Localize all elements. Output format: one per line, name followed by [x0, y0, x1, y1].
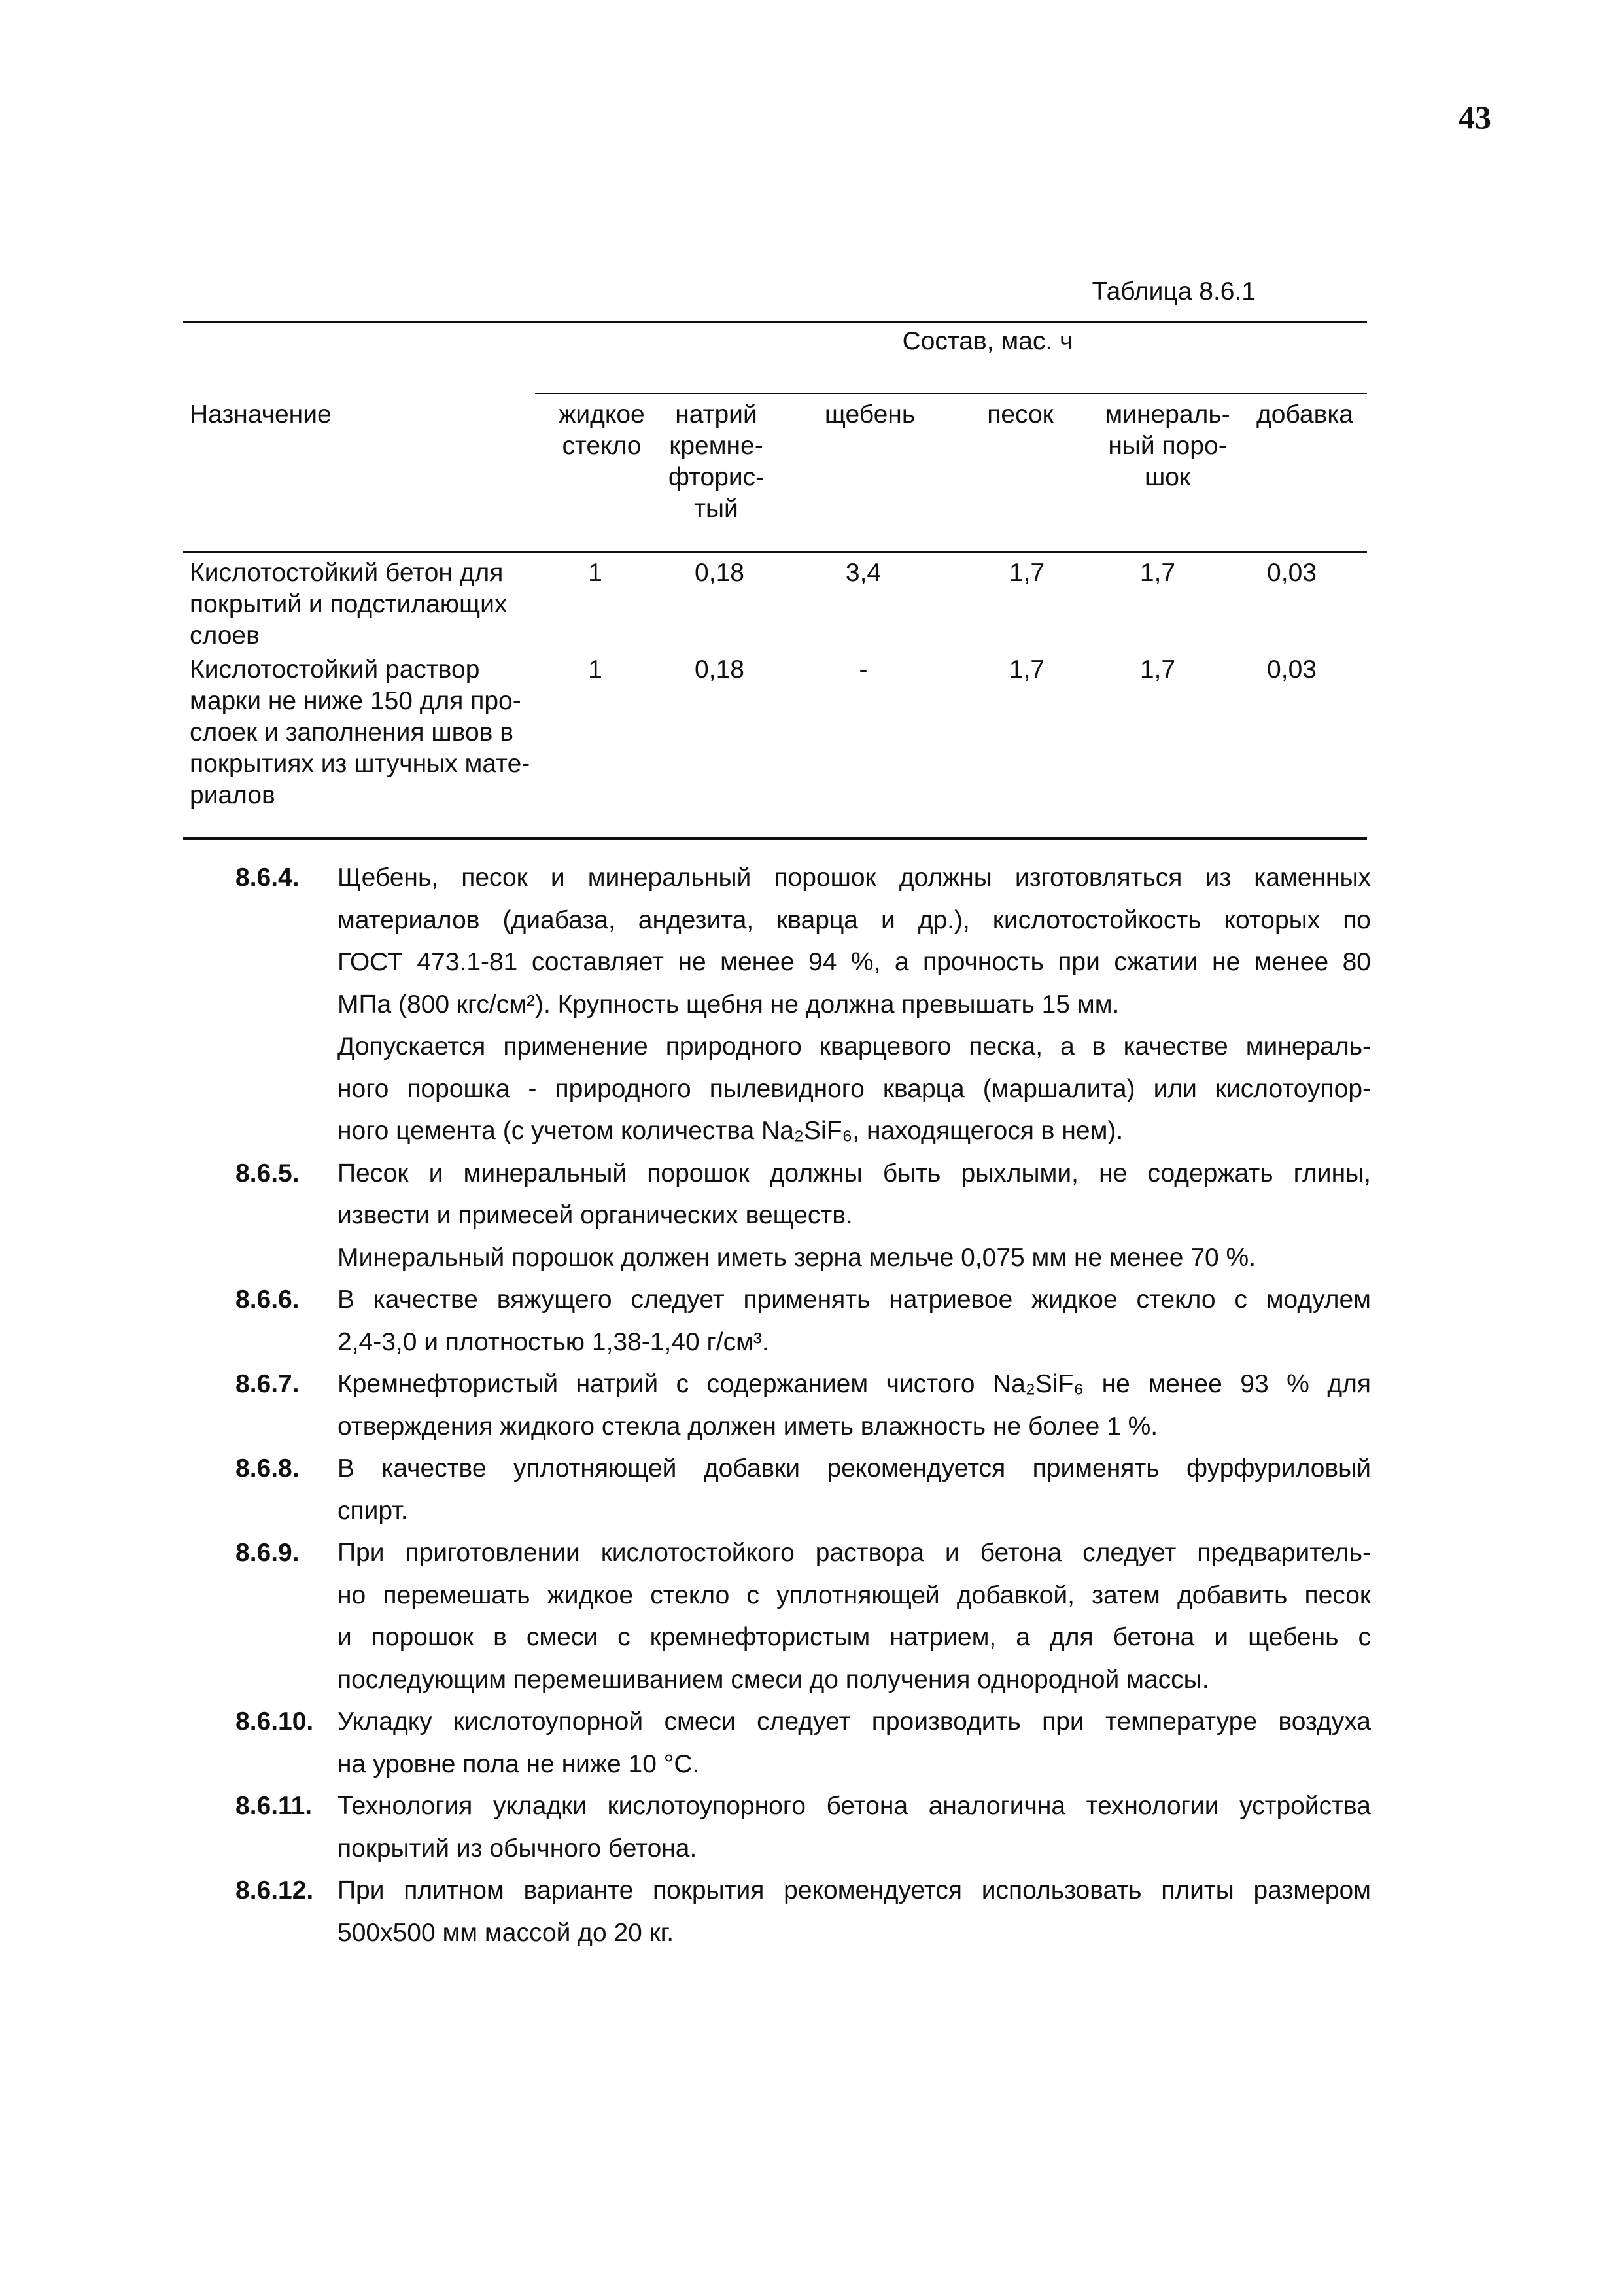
- row-label-line: покрытиях из штучных мате-: [190, 750, 530, 778]
- table-cell: -: [859, 656, 868, 684]
- table-cell: 1,7: [1139, 559, 1176, 587]
- table-cell: 1,7: [1009, 656, 1045, 684]
- paragraph-line: извести и примесей органических веществ.: [337, 1201, 853, 1229]
- paragraph-number: 8.6.5.: [235, 1159, 300, 1187]
- paragraph-line: ГОСТ 473.1-81 составляет не менее 94 %, а прочность при сжатии не менее 80: [337, 948, 1371, 976]
- col-header-mineral-powder: [1099, 399, 1236, 493]
- table-cell: 3,4: [845, 559, 882, 587]
- paragraph-number: 8.6.8.: [235, 1454, 300, 1482]
- table-cell: 0,03: [1267, 559, 1317, 587]
- paragraph-line: В качестве вяжущего следует применять натриевое жидкое стекло с модулем: [337, 1286, 1371, 1314]
- table-cell: 0,18: [695, 656, 744, 684]
- row-label-line: риалов: [190, 781, 275, 809]
- paragraph-number: 8.6.11.: [235, 1792, 313, 1820]
- col-header-line: натрий: [675, 400, 757, 429]
- paragraph-line: МПа (800 кгс/см²). Крупность щебня не должна превышать 15 мм.: [337, 990, 1120, 1019]
- col-header-line: кремне-: [669, 432, 763, 460]
- table-group-header: Состав, мас. ч: [902, 327, 1073, 355]
- paragraph-line: Кремнефтористый натрий с содержанием чистого Na₂SiF₆ не менее 93 % для: [337, 1370, 1371, 1398]
- paragraph-line: но перемешать жидкое стекло с уплотняющей добавкой, затем добавить песок: [337, 1581, 1371, 1609]
- row-label-line: Кислотостойкий раствор: [190, 656, 480, 684]
- col-header-additive: [1243, 399, 1367, 430]
- table-cell: 0,03: [1267, 656, 1317, 684]
- table-cell: 0,18: [695, 559, 744, 587]
- table-row-label: [190, 654, 543, 811]
- col-header-line: ный поро-: [1108, 432, 1227, 460]
- paragraph-line: последующим перемешиванием смеси до получения однородной массы.: [337, 1665, 1209, 1694]
- row-label-line: марки не ниже 150 для про-: [190, 687, 521, 715]
- col-header-line: стекло: [562, 432, 642, 460]
- paragraph-line: на уровне пола не ниже 10 °С.: [337, 1749, 700, 1778]
- table-row-label: [190, 557, 543, 652]
- table-bottom-rule: [183, 837, 1367, 840]
- paragraph-line: 500х500 мм массой до 20 кг.: [337, 1918, 674, 1947]
- table-caption: Таблица 8.6.1: [1092, 277, 1256, 306]
- paragraph-number: 8.6.10.: [235, 1708, 314, 1736]
- paragraph-line: Технология укладки кислотоупорного бетона аналогична технологии устройства: [337, 1792, 1371, 1820]
- paragraph-line: отверждения жидкого стекла должен иметь влажность не более 1 %.: [337, 1412, 1158, 1441]
- paragraph-number: 8.6.6.: [235, 1286, 300, 1314]
- col-header-line: тый: [694, 495, 738, 523]
- col-header-liquid-glass: [543, 399, 661, 462]
- paragraph-number: 8.6.12.: [235, 1876, 314, 1904]
- col-header-line: щебень: [824, 400, 916, 429]
- table-header-bottom-rule: [183, 551, 1367, 553]
- col-header-sand: [968, 399, 1073, 430]
- paragraph-line: ного порошка - природного пылевидного кварца (маршалита) или кислотоупор-: [337, 1074, 1371, 1103]
- paragraph-line: и порошок в смеси с кремнефтористым натрием, а для бетона и щебень с: [337, 1623, 1371, 1651]
- paragraph-line: спирт.: [337, 1496, 408, 1525]
- page-number: 43: [1459, 99, 1491, 135]
- col-header-line: добавка: [1256, 400, 1353, 429]
- table-top-rule: [183, 321, 1367, 323]
- table-purpose-header: Назначение: [190, 400, 332, 429]
- paragraph-line: Укладку кислотоупорной смеси следует производить при температуре воздуха: [337, 1708, 1371, 1736]
- table-cell: 1,7: [1139, 656, 1176, 684]
- paragraph-line: В качестве уплотняющей добавки рекомендуется применять фурфуриловый: [337, 1454, 1371, 1482]
- col-header-line: минераль-: [1105, 400, 1230, 429]
- paragraph-line: Щебень, песок и минеральный порошок должны изготовляться из каменных: [337, 864, 1371, 892]
- col-header-line: жидкое: [559, 400, 645, 429]
- table-cell: 1: [588, 656, 602, 684]
- paragraph-line: 2,4-3,0 и плотностью 1,38-1,40 г/см³.: [337, 1327, 769, 1356]
- col-header-line: песок: [987, 400, 1054, 429]
- table-cell: 1: [588, 559, 602, 587]
- paragraph-number: 8.6.4.: [235, 864, 300, 892]
- row-label-line: Кислотостойкий бетон для: [190, 559, 504, 587]
- col-header-crushed-stone: [811, 399, 929, 430]
- paragraph-line: Допускается применение природного кварцевого песка, а в качестве минераль-: [337, 1032, 1371, 1060]
- table-group-rule: [535, 393, 1367, 394]
- paragraph-line: покрытий из обычного бетона.: [337, 1834, 697, 1863]
- paragraph-number: 8.6.9.: [235, 1539, 300, 1567]
- row-label-line: слоек и заполнения швов в: [190, 718, 513, 746]
- paragraph-number: 8.6.7.: [235, 1370, 300, 1398]
- paragraph-line: При плитном варианте покрытия рекомендуется использовать плиты размером: [337, 1876, 1371, 1904]
- paragraph-line: Минеральный порошок должен иметь зерна мельче 0,075 мм не менее 70 %.: [337, 1243, 1256, 1272]
- row-label-line: слоев: [190, 622, 260, 650]
- paragraph-line: Песок и минеральный порошок должны быть рыхлыми, не содержать глины,: [337, 1159, 1371, 1187]
- paragraph-line: материалов (диабаза, андезита, кварца и др.), кислотостойкость которых по: [337, 905, 1371, 934]
- paragraph-line: При приготовлении кислотостойкого раствора и бетона следует предваритель-: [337, 1539, 1371, 1567]
- table-cell: 1,7: [1009, 559, 1045, 587]
- col-header-sodium-silicofluoride: [654, 399, 778, 525]
- paragraph-line: ного цемента (с учетом количества Na₂SiF₆, находящегося в нем).: [337, 1117, 1124, 1145]
- col-header-line: фторис-: [668, 463, 765, 491]
- col-header-line: шок: [1144, 463, 1191, 491]
- row-label-line: покрытий и подстилающих: [190, 590, 508, 618]
